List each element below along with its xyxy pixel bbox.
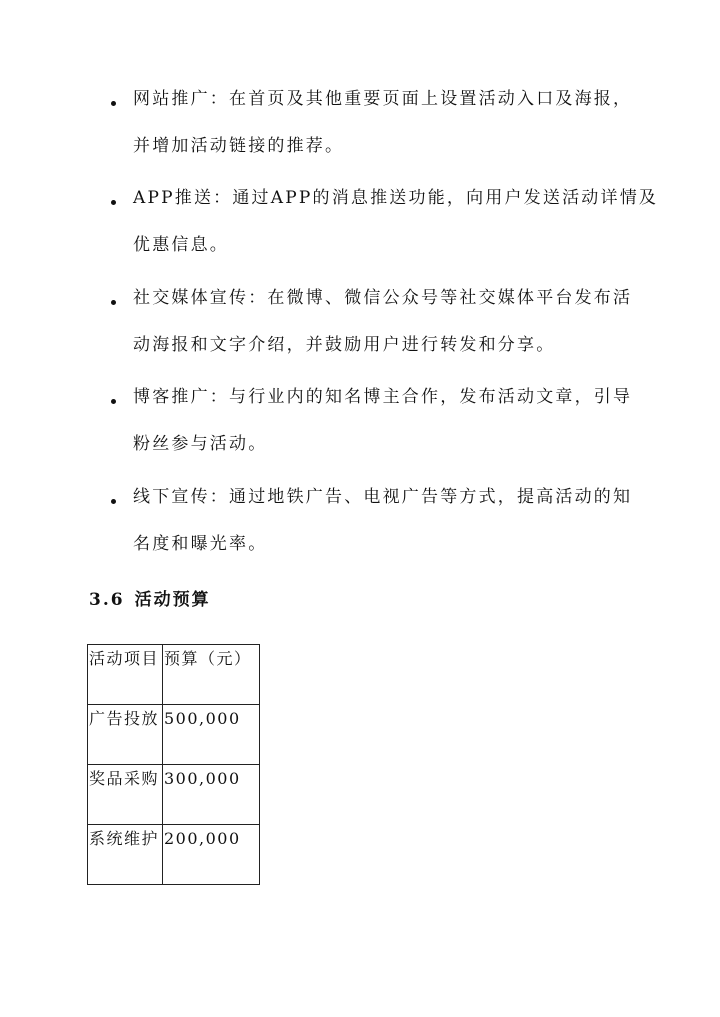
section-number: 3.6 — [89, 590, 125, 610]
bullet-icon — [111, 101, 116, 106]
list-item-text-line: 名度和曝光率。 — [133, 534, 268, 554]
table-row — [88, 825, 260, 885]
table-header-cell: 活动项目 — [88, 645, 163, 705]
table-cell: 系统维护 — [88, 825, 163, 885]
table-cell: 500,000 — [163, 705, 260, 765]
list-item-text-line: 并增加活动链接的推荐。 — [133, 136, 345, 156]
list-item-text-line: 动海报和文字介绍，并鼓励用户进行转发和分享。 — [133, 335, 556, 355]
table-cell: 200,000 — [163, 825, 260, 885]
table-cell: 广告投放 — [88, 705, 163, 765]
table-cell: 300,000 — [163, 765, 260, 825]
list-item-text-line: 博客推广：与行业内的知名博主合作，发布活动文章，引导 — [133, 387, 633, 407]
list-item-text-line: 社交媒体宣传：在微博、微信公众号等社交媒体平台发布活 — [133, 288, 633, 308]
section-heading — [89, 588, 211, 612]
budget-table — [87, 644, 260, 885]
table-cell: 奖品采购 — [88, 765, 163, 825]
list-item-text-line: 网站推广：在首页及其他重要页面上设置活动入口及海报， — [133, 89, 633, 109]
bullet-icon — [111, 200, 116, 205]
section-title: 活动预算 — [134, 590, 211, 610]
list-item-text-line: 粉丝参与活动。 — [133, 434, 268, 454]
bullet-icon — [111, 300, 116, 305]
bullet-icon — [111, 499, 116, 504]
list-item-text-line: 优惠信息。 — [133, 235, 229, 255]
bullet-icon — [111, 399, 116, 404]
list-item-text-line: APP推送：通过APP的消息推送功能，向用户发送活动详情及 — [133, 188, 659, 208]
table-row — [88, 705, 260, 765]
table-header-row — [88, 645, 260, 705]
list-item-text-line: 线下宣传：通过地铁广告、电视广告等方式，提高活动的知 — [133, 487, 633, 507]
table-row — [88, 765, 260, 825]
table-header-cell: 预算（元） — [163, 645, 260, 705]
